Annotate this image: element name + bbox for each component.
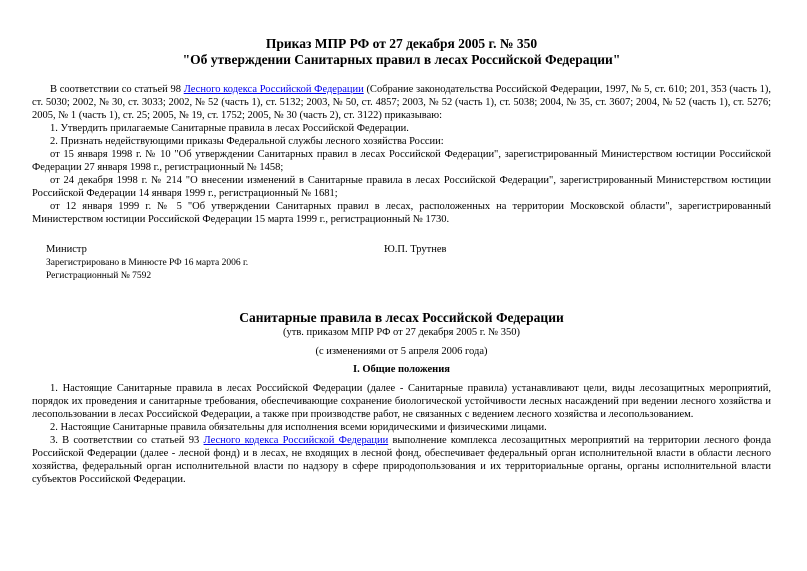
order-revoked-1: от 15 января 1998 г. № 10 "Об утверждении Санитарных правил в лесах Российской Федерации", зарегистрированный Министерством юстиции Российской Федерации 27 января 1998 г., регистрационный № 1458;: [32, 149, 771, 173]
intro-text-before: В соответствии со статьей 98: [50, 84, 184, 95]
rules-item-3-after: выполнение комплекса лесозащитных мероприятий на территории лесного фонда Российской Федерации (далее - лесной фонд) и в лесах, не входящих в лесной фонд, обеспечивает федеральный орган исполнительной власти в области лесного хозяйства, федеральный орган исполнительной власти по надзору в сфере природопользования и их территориальные органы, органы исполнительной власти субъектов Российской Федерации.: [32, 435, 772, 485]
rules-approved-note: (утв. приказом МПР РФ от 27 декабря 2005 г. № 350): [283, 327, 520, 338]
forest-code-link-2[interactable]: Лесного кодекса Российской Федерации: [203, 435, 389, 446]
signer-title: Министр: [46, 244, 87, 255]
order-revoked-3: от 12 января 1999 г. № 5 "Об утверждении Санитарных правил в лесах, расположенных на территории Московской области", зарегистрированный Министерством юстиции Российской Федерации 15 марта 1999 г., регистрационный № 1730.: [32, 201, 771, 225]
section-heading-general: I. Общие положения: [353, 364, 450, 375]
signer-name: Ю.П. Трутнев: [384, 244, 447, 255]
order-item-1: 1. Утвердить прилагаемые Санитарные правила в лесах Российской Федерации.: [50, 123, 409, 134]
rules-item-3: [32, 434, 771, 486]
order-title-line2: "Об утверждении Санитарных правил в лесах Российской Федерации": [182, 52, 621, 67]
registration-note: Зарегистрировано в Минюсте РФ 16 марта 2006 г.: [46, 258, 249, 268]
rules-amended-note: (с изменениями от 5 апреля 2006 года): [315, 346, 488, 357]
rules-item-1: 1. Настоящие Санитарные правила в лесах Российской Федерации (далее - Санитарные правила) устанавливают цели, виды лесозащитных мероприятий, порядок их проведения и санитарные требования, обеспечивающие сохранение биологической устойчивости лесных насаждений при ведении лесного хозяйства и лесопользовании в лесах Российской Федерации, а также при производстве работ, не связанных с ведением лесного хозяйства и лесопользованием.: [32, 383, 771, 420]
order-item-2: 2. Признать недействующими приказы Федеральной службы лесного хозяйства России:: [50, 136, 444, 147]
rules-item-3-before: 3. В соответствии со статьей 93: [50, 435, 204, 446]
order-intro-paragraph: [32, 83, 771, 122]
signature-row: [32, 243, 771, 257]
rules-title: Санитарные правила в лесах Российской Федерации: [239, 310, 564, 325]
forest-code-link[interactable]: Лесного кодекса Российской Федерации: [183, 84, 364, 95]
order-title-line1: Приказ МПР РФ от 27 декабря 2005 г. № 350: [265, 36, 538, 51]
intro-text-after: (Собрание законодательства Российской Федерации, 1997, № 5, ст. 610; 201, 353 (часть 1), ст. 5030; 2002, № 30, ст. 3033; 2002, № 52 (часть 1), ст. 5132; 2003, № 50, ст. 4857; 2003, № 52 (часть 1), ст. 5038; 2004, № 35, ст. 3607; 2004, № 52 (часть 1), ст. 5276; 2005, № 1 (часть 1), ст. 25; 2005, № 19, ст. 1752; 2005, № 30 (часть 2), ст. 3122) приказываю:: [32, 84, 771, 121]
rules-item-2: 2. Настоящие Санитарные правила обязательны для исполнения всеми юридическими и физическими лицами.: [50, 422, 547, 433]
registration-number: Регистрационный № 7592: [46, 271, 152, 281]
order-revoked-2: от 24 декабря 1998 г. № 214 "О внесении изменений в Санитарные правила в лесах Российской Федерации", зарегистрированный Министерством юстиции Российской Федерации 14 января 1999 г., регистрационный № 1681;: [32, 175, 771, 199]
